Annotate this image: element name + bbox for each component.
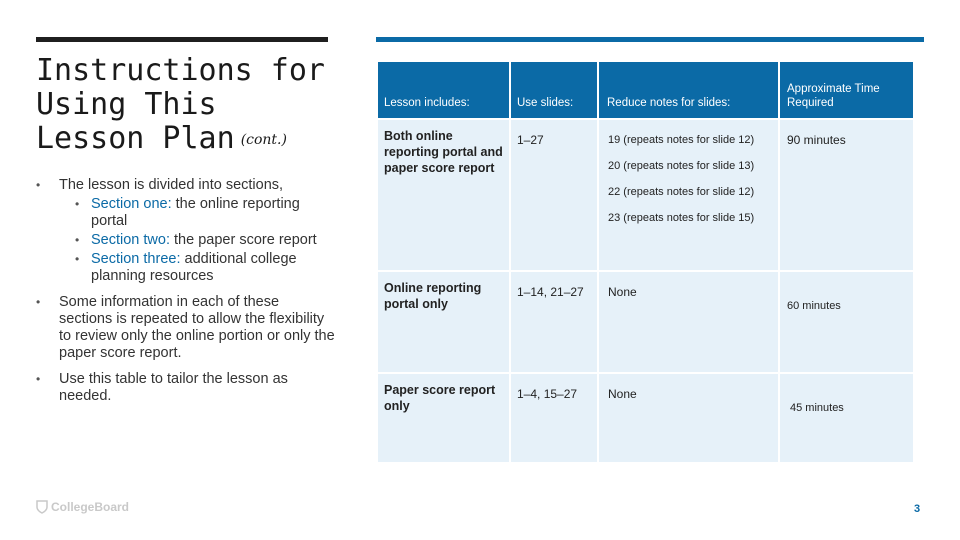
- bullet-item: [36, 294, 336, 362]
- row2-slides: 1–14, 21–27: [511, 272, 597, 372]
- section-label: Section one:: [91, 196, 172, 212]
- row1-note: 23 (repeats notes for slide 15): [608, 212, 755, 224]
- bullet-text: Some information in each of these sections is repeated to allow the flexibility to review only the online portion or only the paper score report.: [59, 294, 335, 361]
- title-divider-bar: [36, 37, 328, 42]
- bullet-text: Use this table to tailor the lesson as needed.: [59, 371, 288, 404]
- sub-bullet-item: • Section one: the online reporting portal: [75, 196, 300, 229]
- sub-bullet-item: • Section three: additional college planning resources: [75, 251, 297, 284]
- row3-lesson: Paper score report only: [378, 374, 509, 462]
- row1-slides: 1–27: [511, 120, 597, 270]
- section-label: Section two:: [91, 232, 170, 248]
- section-text: additional college planning resources: [91, 251, 297, 284]
- page-title-text: Instructions for Using This Lesson Plan: [36, 53, 325, 156]
- row1-notes: [599, 120, 778, 270]
- table-header-slides: Use slides:: [511, 62, 597, 118]
- page-title-suffix: (cont.): [240, 131, 287, 148]
- section-text: the online reporting portal: [91, 196, 300, 229]
- row3-notes: None: [599, 374, 778, 462]
- row1-lesson: Both online reporting portal and paper score report: [378, 120, 509, 270]
- section-label: Section three:: [91, 251, 181, 267]
- row2-notes: None: [599, 272, 778, 372]
- table-header-notes: Reduce notes for slides:: [599, 62, 778, 118]
- row3-slides: 1–4, 15–27: [511, 374, 597, 462]
- row1-note: 22 (repeats notes for slide 12): [608, 186, 755, 198]
- section-text: the paper score report: [170, 232, 317, 248]
- row2-time: 60 minutes: [780, 272, 913, 372]
- row1-time: 90 minutes: [780, 120, 913, 270]
- row3-time: 45 minutes: [780, 374, 913, 462]
- table-header-lesson: Lesson includes:: [378, 62, 509, 118]
- college-board-logo: [36, 500, 129, 514]
- bullet-item: [36, 371, 336, 405]
- bullet-item: [36, 177, 336, 194]
- sub-bullet-item: • Section two: the paper score report: [75, 232, 317, 248]
- logo-text: CollegeBoard: [51, 500, 130, 514]
- page-title: [36, 54, 336, 157]
- row2-lesson: Online reporting portal only: [378, 272, 509, 372]
- bullet-text: The lesson is divided into sections,: [59, 177, 284, 193]
- bullet-list: [36, 177, 336, 405]
- row1-note: 19 (repeats notes for slide 12): [608, 134, 755, 146]
- row1-note: 20 (repeats notes for slide 13): [608, 160, 755, 172]
- page-number: 3: [914, 503, 921, 515]
- college-board-shield-icon: [36, 500, 48, 514]
- table-divider-bar: [376, 37, 924, 42]
- table-header-time: Approximate Time Required: [780, 62, 913, 118]
